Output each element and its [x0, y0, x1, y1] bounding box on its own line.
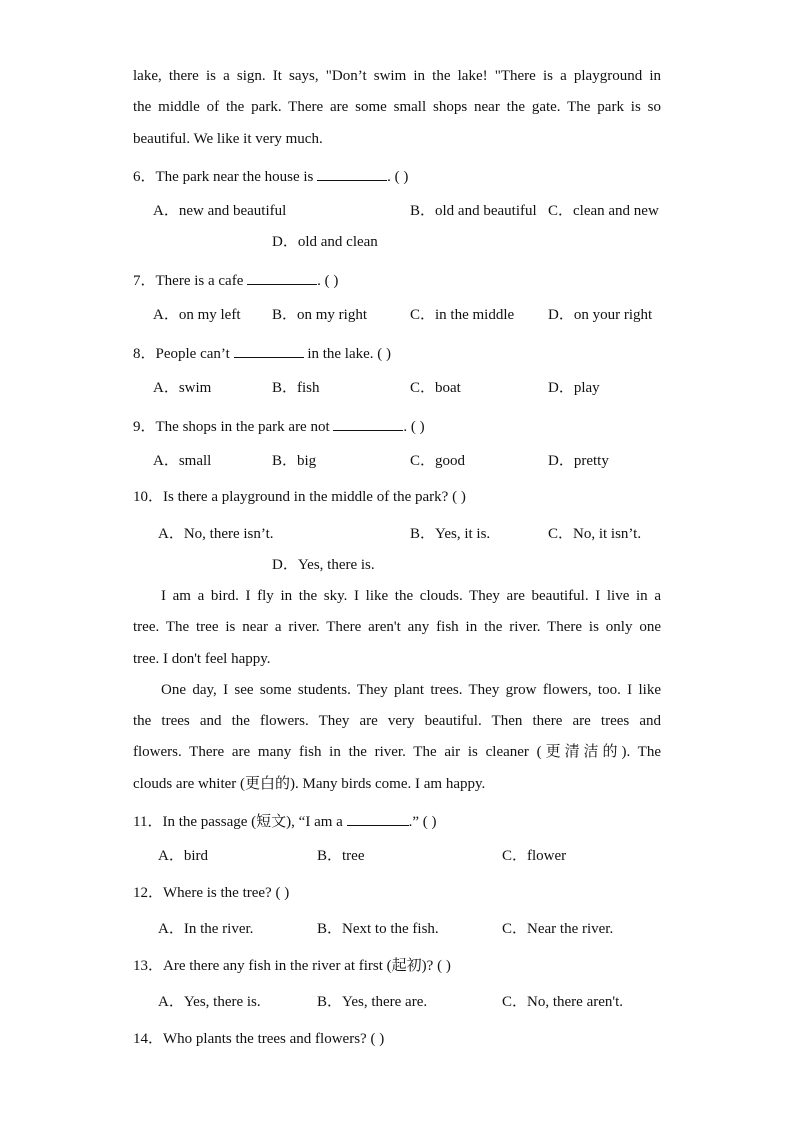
option-d[interactable]: D．on your right [548, 307, 653, 323]
option-a[interactable]: A．Yes, there is. [158, 994, 261, 1010]
question-number: 10． [133, 489, 164, 505]
question-number: 8． [133, 346, 156, 362]
option-c[interactable]: C．No, it isn’t. [548, 526, 642, 542]
option-a[interactable]: A．bird [158, 848, 208, 864]
answer-blank[interactable] [347, 811, 409, 826]
question-number: 14． [133, 1031, 164, 1047]
option-c[interactable]: C．good [410, 453, 466, 469]
option-a[interactable]: A．swim [153, 380, 212, 396]
passage-line: the trees and the flowers. They are very beautiful. Then there are trees and [133, 713, 661, 729]
question-text: .” ( ) [408, 814, 437, 830]
question-text: . ( ) [403, 419, 425, 435]
answer-blank[interactable] [333, 416, 403, 431]
option-c[interactable]: C．clean and new [548, 203, 659, 219]
question-number: 6． [133, 169, 156, 185]
answer-blank[interactable] [247, 270, 317, 285]
option-b[interactable]: B．Yes, it is. [410, 526, 491, 542]
option-d[interactable]: D．pretty [548, 453, 609, 469]
question-number: 13． [133, 958, 164, 974]
option-b[interactable]: B．Yes, there are. [317, 994, 428, 1010]
question-number: 12． [133, 885, 164, 901]
question-12 [133, 884, 289, 902]
option-c[interactable]: C．boat [410, 380, 461, 396]
option-d[interactable]: D．play [548, 380, 600, 396]
option-c[interactable]: C．Near the river. [502, 921, 614, 937]
answer-blank[interactable] [317, 166, 387, 181]
passage-line: lake, there is a sign. It says, "Don’t swim in the lake! "There is a playground in [133, 68, 661, 84]
option-b[interactable]: B．big [272, 453, 317, 469]
question-11 [133, 811, 436, 831]
question-14 [133, 1030, 384, 1048]
question-text: Who plants the trees and flowers? ( ) [163, 1031, 385, 1047]
question-text: The park near the house is [155, 169, 318, 185]
question-number: 9． [133, 419, 156, 435]
passage-line: the middle of the park. There are some small shops near the gate. The park is so [133, 99, 661, 115]
passage-line: tree. I don't feel happy. [133, 651, 271, 667]
question-7 [133, 270, 338, 290]
passage-line: clouds are whiter (更白的). Many birds come. I am happy. [133, 776, 486, 792]
question-10 [133, 488, 466, 506]
option-a[interactable]: A．In the river. [158, 921, 254, 937]
question-text: in the lake. ( ) [303, 346, 392, 362]
question-text: The shops in the park are not [155, 419, 334, 435]
question-9 [133, 416, 425, 436]
option-b[interactable]: B．on my right [272, 307, 368, 323]
option-b[interactable]: B．Next to the fish. [317, 921, 439, 937]
option-c[interactable]: C．flower [502, 848, 567, 864]
option-b[interactable]: B．fish [272, 380, 320, 396]
question-6 [133, 166, 408, 186]
option-b[interactable]: B．tree [317, 848, 365, 864]
question-text: People can’t [155, 346, 234, 362]
passage-line: beautiful. We like it very much. [133, 131, 323, 147]
option-a[interactable]: A．small [153, 453, 212, 469]
question-text: Is there a playground in the middle of the park? ( ) [163, 489, 466, 505]
question-text: Where is the tree? ( ) [163, 885, 290, 901]
passage-line: tree. The tree is near a river. There aren't any fish in the river. There is only one [133, 619, 661, 635]
question-number: 11． [133, 814, 163, 830]
question-text: There is a cafe [155, 273, 248, 289]
question-text: Are there any fish in the river at first (起初)? ( ) [163, 958, 451, 974]
option-a[interactable]: A．on my left [153, 307, 241, 323]
answer-blank[interactable] [234, 343, 304, 358]
option-a[interactable]: A．No, there isn’t. [158, 526, 274, 542]
option-c[interactable]: C．in the middle [410, 307, 515, 323]
option-c[interactable]: C．No, there aren't. [502, 994, 623, 1010]
passage-line: One day, I see some students. They plant trees. They grow flowers, too. I like [161, 682, 661, 698]
question-text: . ( ) [317, 273, 339, 289]
option-a[interactable]: A．new and beautiful [153, 203, 287, 219]
passage-line: I am a bird. I fly in the sky. I like the clouds. They are beautiful. I live in a [161, 588, 661, 604]
question-13 [133, 957, 451, 975]
option-d[interactable]: D．old and clean [272, 234, 378, 250]
passage-line: flowers. There are many fish in the river. The air is cleaner (更清洁的). The [133, 744, 661, 760]
question-number: 7． [133, 273, 156, 289]
option-d[interactable]: D．Yes, there is. [272, 557, 375, 573]
option-b[interactable]: B．old and beautiful [410, 203, 537, 219]
question-text: . ( ) [387, 169, 409, 185]
question-8 [133, 343, 391, 363]
question-text: In the passage (短文), “I am a [162, 814, 347, 830]
